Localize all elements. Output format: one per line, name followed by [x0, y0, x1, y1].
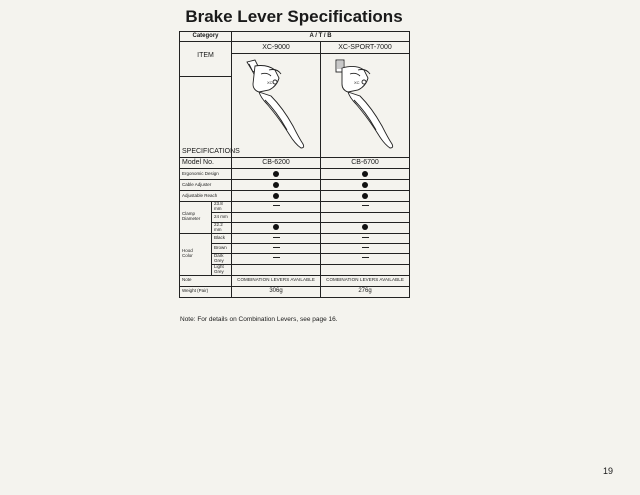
feature-value	[321, 191, 410, 202]
svg-text:XC: XC	[354, 80, 360, 86]
model-no-label: Model No.	[180, 158, 232, 169]
dash-icon	[362, 247, 369, 248]
clamp-value	[321, 202, 410, 213]
filled-dot-icon	[273, 193, 279, 199]
dash-icon	[362, 257, 369, 258]
hood-value	[321, 233, 410, 243]
feature-value	[232, 191, 321, 202]
clamp-value	[321, 212, 410, 222]
dash-icon	[362, 205, 369, 206]
feature-label: Cable Adjuster	[180, 180, 232, 191]
lever-image-1	[232, 54, 321, 158]
model-name-1: XC-9000	[232, 42, 321, 54]
note-value-2: COMBINATION LEVERS AVAILABLE	[321, 275, 410, 286]
category-label: Category	[180, 32, 232, 42]
model-number-2: CB-6700	[321, 158, 410, 169]
hood-color-name: Light Grey	[212, 264, 232, 275]
weight-value-2: 276g	[321, 286, 410, 297]
hood-color-name: Brown	[212, 243, 232, 253]
clamp-diameter-label	[180, 202, 212, 234]
filled-dot-icon	[273, 171, 279, 177]
model-number-1: CB-6200	[232, 158, 321, 169]
clamp-label-line2: Diameter	[182, 216, 201, 222]
note-label: Note	[180, 275, 232, 286]
feature-value	[232, 180, 321, 191]
hood-color-name: Black	[212, 233, 232, 243]
category-value: A / T / B	[232, 32, 410, 42]
filled-dot-icon	[362, 224, 368, 230]
clamp-size-label: 23.8 mm	[212, 202, 232, 213]
hood-color-label	[180, 233, 212, 275]
hood-value	[232, 264, 321, 275]
clamp-size-label: 24 mm	[212, 212, 232, 222]
brake-lever-icon	[330, 56, 400, 152]
clamp-value	[232, 222, 321, 233]
hood-value	[321, 253, 410, 264]
dash-icon	[362, 237, 369, 238]
brake-lever-icon	[241, 56, 311, 152]
feature-label: Ergonomic Design	[180, 169, 232, 180]
hood-color-name: Dark Grey	[212, 253, 232, 264]
feature-value	[321, 169, 410, 180]
hood-label-line2: Color	[182, 253, 193, 259]
clamp-size-label: 22.2 mm	[212, 222, 232, 233]
dash-icon	[273, 205, 280, 206]
feature-label: Adjustable Reach	[180, 191, 232, 202]
lever-image-2	[321, 54, 410, 158]
filled-dot-icon	[273, 224, 279, 230]
weight-value-1: 306g	[232, 286, 321, 297]
dash-icon	[273, 237, 280, 238]
clamp-value	[232, 202, 321, 213]
clamp-value	[321, 222, 410, 233]
weight-label: Weight (Pair)	[180, 286, 232, 297]
note-value-1: COMBINATION LEVERS AVAILABLE	[232, 275, 321, 286]
feature-value	[232, 169, 321, 180]
dash-icon	[273, 247, 280, 248]
hood-value	[232, 243, 321, 253]
filled-dot-icon	[362, 182, 368, 188]
filled-dot-icon	[273, 182, 279, 188]
feature-value	[321, 180, 410, 191]
hood-value	[232, 253, 321, 264]
svg-text:XC: XC	[267, 80, 273, 86]
hood-label-line1: Hood	[182, 248, 193, 254]
filled-dot-icon	[362, 193, 368, 199]
footnote: Note: For details on Combination Levers, see page 16.	[180, 316, 338, 323]
specifications-label: SPECIFICATIONS	[180, 77, 232, 158]
hood-value	[232, 233, 321, 243]
filled-dot-icon	[362, 171, 368, 177]
clamp-value	[232, 212, 321, 222]
hood-value	[321, 264, 410, 275]
clamp-label-line1: Clamp	[182, 211, 196, 217]
page-number: 19	[602, 466, 613, 476]
spec-table	[179, 31, 410, 298]
dash-icon	[273, 257, 280, 258]
model-name-2: XC-SPORT-7000	[321, 42, 410, 54]
page-title: Brake Lever Specifications	[185, 7, 403, 26]
hood-value	[321, 243, 410, 253]
item-label: ITEM	[197, 52, 214, 59]
